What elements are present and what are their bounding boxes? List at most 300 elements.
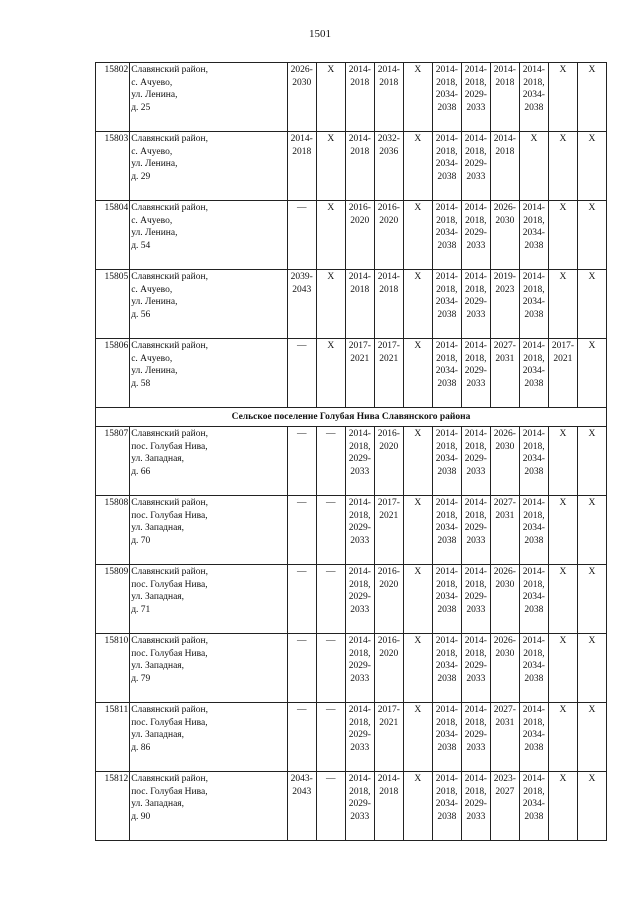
period-line: 2014- <box>435 567 458 577</box>
period-cell <box>403 496 432 565</box>
address-line: д. 56 <box>131 309 151 320</box>
period-line: 2021 <box>350 353 370 364</box>
period-line: 2018, <box>523 579 545 590</box>
period-line: 2034- <box>435 523 458 533</box>
period-line: X <box>588 341 596 351</box>
period-cell <box>345 496 374 565</box>
table-row <box>96 496 607 565</box>
period-cell <box>577 339 606 408</box>
period-line: 2032- <box>377 134 400 144</box>
period-line: 2014- <box>522 341 545 351</box>
period-cell <box>345 427 374 496</box>
period-line: 2034- <box>522 799 545 809</box>
period-line: 2014- <box>435 429 458 439</box>
period-line: 2038 <box>524 535 544 546</box>
period-line: 2018 <box>379 786 399 797</box>
period-line: X <box>530 134 538 144</box>
period-cell <box>490 634 519 703</box>
period-line: 2014- <box>435 272 458 282</box>
address-line: пос. Голубая Нива, <box>131 510 208 521</box>
period-cell <box>316 339 345 408</box>
period-cell <box>490 270 519 339</box>
period-line: 2014- <box>464 705 487 715</box>
period-line: 2026- <box>493 567 516 577</box>
address-cell <box>130 270 288 339</box>
period-cell <box>490 339 519 408</box>
period-line: 2023- <box>493 774 516 784</box>
period-cell <box>548 427 577 496</box>
address-line: с. Ачуево, <box>131 284 173 295</box>
period-cell <box>432 772 461 841</box>
rows-group-golubaya-niva <box>96 427 607 841</box>
period-line: 2014- <box>435 341 458 351</box>
address-line: Славянский район, <box>131 429 208 439</box>
period-line: 2033 <box>466 604 486 615</box>
table-row <box>96 565 607 634</box>
address-cell <box>130 427 288 496</box>
address-line: с. Ачуево, <box>131 146 173 157</box>
period-cell <box>432 565 461 634</box>
period-cell <box>403 339 432 408</box>
period-line: 2018, <box>523 648 545 659</box>
period-cell <box>548 565 577 634</box>
period-line: 2014- <box>348 65 371 75</box>
period-cell <box>577 772 606 841</box>
period-line: 2017- <box>348 341 371 351</box>
period-cell <box>519 772 548 841</box>
period-line: X <box>588 636 596 646</box>
period-line: 2020 <box>379 648 399 659</box>
table-row <box>96 201 607 270</box>
period-line: 2023 <box>495 284 515 295</box>
period-line: 2027- <box>493 341 516 351</box>
record-number: 15805 <box>96 270 130 339</box>
period-line: 2034- <box>522 366 545 376</box>
period-cell <box>577 703 606 772</box>
address-line: Славянский район, <box>131 65 208 75</box>
period-cell <box>287 201 316 270</box>
period-line: 2018, <box>349 648 371 659</box>
table-row <box>96 270 607 339</box>
period-cell <box>403 565 432 634</box>
period-line: 2019- <box>493 272 516 282</box>
period-cell <box>316 63 345 132</box>
address-line: д. 54 <box>131 240 151 251</box>
period-line: 2018, <box>436 786 458 797</box>
period-line: 2030 <box>495 441 515 452</box>
period-line: 2018, <box>436 717 458 728</box>
period-line: X <box>414 498 422 508</box>
period-line: 2043- <box>290 774 313 784</box>
period-cell <box>432 634 461 703</box>
period-cell <box>548 772 577 841</box>
period-cell <box>316 565 345 634</box>
period-line: 2014- <box>348 636 371 646</box>
address-line: ул. Западная, <box>131 661 185 671</box>
period-line: 2029- <box>464 366 487 376</box>
period-line: 2021 <box>379 353 399 364</box>
period-line: 2034- <box>435 297 458 307</box>
period-line: 2029- <box>464 523 487 533</box>
period-line: 2014- <box>522 774 545 784</box>
section-row <box>96 408 607 427</box>
period-line: 2029- <box>348 454 371 464</box>
period-cell <box>577 496 606 565</box>
period-cell <box>345 772 374 841</box>
period-cell <box>577 63 606 132</box>
address-cell <box>130 565 288 634</box>
period-line: 2014- <box>377 774 400 784</box>
period-line: 2034- <box>522 661 545 671</box>
period-line: 2016- <box>377 203 400 213</box>
period-cell <box>490 772 519 841</box>
period-line: 2029- <box>464 454 487 464</box>
address-line: д. 79 <box>131 673 151 684</box>
period-line: — <box>326 567 336 577</box>
period-line: — <box>297 341 307 351</box>
period-cell <box>519 427 548 496</box>
period-line: 2027- <box>493 705 516 715</box>
period-line: 2018, <box>436 648 458 659</box>
address-line: д. 71 <box>131 604 151 615</box>
period-line: X <box>588 203 596 213</box>
period-cell <box>374 772 403 841</box>
address-line: Славянский район, <box>131 774 208 784</box>
period-line: 2034- <box>435 90 458 100</box>
address-line: пос. Голубая Нива, <box>131 441 208 452</box>
period-cell <box>519 270 548 339</box>
period-line: X <box>559 705 567 715</box>
period-line: 2018, <box>465 717 487 728</box>
period-line: — <box>326 429 336 439</box>
table-row <box>96 339 607 408</box>
period-line: 2020 <box>379 579 399 590</box>
period-line: 2030 <box>495 215 515 226</box>
period-cell <box>519 634 548 703</box>
period-line: X <box>414 774 422 784</box>
period-cell <box>577 270 606 339</box>
period-line: X <box>327 341 335 351</box>
period-cell <box>316 772 345 841</box>
period-line: 2033 <box>350 811 370 822</box>
address-line: ул. Ленина, <box>131 90 178 100</box>
address-line: д. 66 <box>131 466 151 477</box>
address-line: ул. Западная, <box>131 592 185 602</box>
period-line: X <box>559 636 567 646</box>
period-line: 2018, <box>523 441 545 452</box>
period-line: 2033 <box>350 535 370 546</box>
period-line: 2014- <box>435 498 458 508</box>
period-cell <box>548 703 577 772</box>
period-line: 2014- <box>348 705 371 715</box>
period-cell <box>490 132 519 201</box>
rows-group-achuevo <box>96 63 607 408</box>
period-line: 2029- <box>464 799 487 809</box>
period-line: 2029- <box>348 592 371 602</box>
period-line: 2038 <box>437 466 457 477</box>
period-line: 2014- <box>522 429 545 439</box>
period-line: — <box>326 774 336 784</box>
period-cell <box>316 132 345 201</box>
period-cell <box>345 634 374 703</box>
period-cell <box>403 427 432 496</box>
period-line: 2029- <box>464 297 487 307</box>
address-cell <box>130 496 288 565</box>
period-line: 2018, <box>436 146 458 157</box>
period-line: 2014- <box>348 429 371 439</box>
period-line: — <box>297 636 307 646</box>
period-cell <box>287 270 316 339</box>
period-line: 2038 <box>524 309 544 320</box>
address-line: Славянский район, <box>131 272 208 282</box>
period-line: 2026- <box>290 65 313 75</box>
period-cell <box>577 132 606 201</box>
period-line: 2034- <box>435 366 458 376</box>
period-cell <box>432 703 461 772</box>
period-line: 2014- <box>348 498 371 508</box>
period-cell <box>461 703 490 772</box>
period-cell <box>345 201 374 270</box>
period-line: 2038 <box>437 535 457 546</box>
address-line: Славянский район, <box>131 203 208 213</box>
period-line: 2033 <box>466 171 486 182</box>
address-line: ул. Ленина, <box>131 228 178 238</box>
period-line: 2038 <box>524 742 544 753</box>
period-line: 2033 <box>466 378 486 389</box>
period-cell <box>374 270 403 339</box>
period-line: 2014- <box>522 567 545 577</box>
period-cell <box>548 63 577 132</box>
period-line: 2018, <box>465 579 487 590</box>
period-line: 2018, <box>436 579 458 590</box>
period-cell <box>345 132 374 201</box>
period-line: 2014- <box>464 774 487 784</box>
period-line: X <box>588 567 596 577</box>
period-cell <box>461 201 490 270</box>
period-line: X <box>559 429 567 439</box>
address-line: д. 58 <box>131 378 151 389</box>
period-line: 2014- <box>464 134 487 144</box>
period-line: 2033 <box>466 240 486 251</box>
period-line: 2018, <box>436 353 458 364</box>
period-line: 2020 <box>379 441 399 452</box>
address-cell <box>130 132 288 201</box>
period-line: 2038 <box>437 811 457 822</box>
period-cell <box>490 427 519 496</box>
table-row <box>96 63 607 132</box>
address-line: ул. Ленина, <box>131 159 178 169</box>
address-line: д. 86 <box>131 742 151 753</box>
period-cell <box>461 772 490 841</box>
period-line: 2029- <box>464 90 487 100</box>
address-cell <box>130 772 288 841</box>
housing-register-table <box>95 62 607 841</box>
period-cell <box>374 132 403 201</box>
period-line: X <box>414 636 422 646</box>
address-line: ул. Западная, <box>131 799 185 809</box>
period-cell <box>316 634 345 703</box>
address-line: ул. Западная, <box>131 454 185 464</box>
period-line: 2031 <box>495 510 515 521</box>
period-cell <box>461 63 490 132</box>
period-cell <box>374 63 403 132</box>
period-cell <box>287 496 316 565</box>
period-cell <box>403 772 432 841</box>
period-cell <box>548 634 577 703</box>
address-line: д. 25 <box>131 102 151 113</box>
period-line: 2033 <box>350 673 370 684</box>
period-cell <box>374 201 403 270</box>
period-line: 2018, <box>523 510 545 521</box>
period-cell <box>345 270 374 339</box>
period-line: 2014- <box>464 567 487 577</box>
period-line: X <box>588 134 596 144</box>
period-line: X <box>588 65 596 75</box>
period-cell <box>548 496 577 565</box>
address-cell <box>130 201 288 270</box>
period-line: 2018, <box>465 146 487 157</box>
period-line: X <box>588 774 596 784</box>
period-cell <box>374 565 403 634</box>
period-cell <box>432 427 461 496</box>
address-line: ул. Западная, <box>131 523 185 533</box>
period-line: 2034- <box>522 730 545 740</box>
period-line: 2026- <box>493 429 516 439</box>
period-cell <box>374 427 403 496</box>
address-line: д. 29 <box>131 171 151 182</box>
address-line: д. 70 <box>131 535 151 546</box>
period-line: 2021 <box>379 510 399 521</box>
period-cell <box>374 703 403 772</box>
period-line: 2043 <box>292 786 312 797</box>
period-cell <box>374 496 403 565</box>
period-line: 2043 <box>292 284 312 295</box>
address-line: Славянский район, <box>131 341 208 351</box>
address-line: Славянский район, <box>131 567 208 577</box>
period-line: X <box>588 498 596 508</box>
period-cell <box>461 496 490 565</box>
period-line: 2030 <box>292 77 312 88</box>
period-line: 2034- <box>522 90 545 100</box>
period-line: 2018 <box>379 284 399 295</box>
record-number: 15808 <box>96 496 130 565</box>
period-line: 2014- <box>464 498 487 508</box>
period-cell <box>287 132 316 201</box>
period-line: 2014- <box>290 134 313 144</box>
period-line: 2018, <box>523 717 545 728</box>
record-number: 15810 <box>96 634 130 703</box>
period-line: 2018, <box>465 215 487 226</box>
period-line: 2018 <box>292 146 312 157</box>
period-line: 2018, <box>465 510 487 521</box>
period-line: X <box>327 272 335 282</box>
table-row <box>96 703 607 772</box>
period-line: 2014- <box>522 705 545 715</box>
period-line: 2030 <box>495 579 515 590</box>
period-cell <box>432 63 461 132</box>
period-cell <box>519 201 548 270</box>
period-line: 2034- <box>522 523 545 533</box>
period-cell <box>490 565 519 634</box>
period-line: X <box>414 203 422 213</box>
period-line: 2033 <box>350 604 370 615</box>
period-cell <box>432 496 461 565</box>
period-line: 2018 <box>495 146 515 157</box>
period-cell <box>287 565 316 634</box>
period-cell <box>287 703 316 772</box>
period-line: 2018, <box>523 353 545 364</box>
address-line: Славянский район, <box>131 636 208 646</box>
period-line: X <box>414 65 422 75</box>
address-line: с. Ачуево, <box>131 77 173 88</box>
period-line: 2034- <box>435 159 458 169</box>
period-line: 2026- <box>493 203 516 213</box>
period-line: 2033 <box>466 673 486 684</box>
period-line: 2021 <box>379 717 399 728</box>
period-line: 2014- <box>348 134 371 144</box>
period-cell <box>519 703 548 772</box>
period-cell <box>548 132 577 201</box>
period-line: 2018, <box>349 510 371 521</box>
period-line: — <box>326 705 336 715</box>
period-line: 2038 <box>524 673 544 684</box>
address-cell <box>130 634 288 703</box>
period-line: X <box>414 705 422 715</box>
period-cell <box>548 339 577 408</box>
period-line: 2029- <box>464 592 487 602</box>
period-line: 2027 <box>495 786 515 797</box>
period-line: 2033 <box>466 742 486 753</box>
period-line: X <box>414 272 422 282</box>
address-line: пос. Голубая Нива, <box>131 579 208 590</box>
period-cell <box>461 634 490 703</box>
period-line: 2018, <box>523 77 545 88</box>
period-cell <box>461 270 490 339</box>
period-cell <box>461 427 490 496</box>
period-cell <box>287 427 316 496</box>
period-line: 2018, <box>436 215 458 226</box>
page-number: 1501 <box>309 28 331 40</box>
period-line: 2014- <box>435 65 458 75</box>
period-line: 2014- <box>348 272 371 282</box>
period-line: 2014- <box>464 636 487 646</box>
address-line: с. Ачуево, <box>131 353 173 364</box>
period-cell <box>519 63 548 132</box>
period-line: 2026- <box>493 636 516 646</box>
period-line: X <box>414 429 422 439</box>
period-line: 2033 <box>350 742 370 753</box>
record-number: 15803 <box>96 132 130 201</box>
period-line: — <box>297 203 307 213</box>
period-cell <box>287 634 316 703</box>
period-line: 2038 <box>437 673 457 684</box>
period-line: 2030 <box>495 648 515 659</box>
period-line: 2034- <box>435 730 458 740</box>
period-line: 2020 <box>350 215 370 226</box>
record-number: 15802 <box>96 63 130 132</box>
period-line: 2014- <box>435 134 458 144</box>
period-line: 2018 <box>379 77 399 88</box>
record-number: 15804 <box>96 201 130 270</box>
section-header <box>96 408 607 427</box>
period-line: 2038 <box>437 102 457 113</box>
address-line: д. 90 <box>131 811 151 822</box>
period-cell <box>461 339 490 408</box>
period-line: 2036 <box>379 146 399 157</box>
period-line: 2038 <box>524 811 544 822</box>
period-line: 2034- <box>435 228 458 238</box>
period-line: 2034- <box>522 297 545 307</box>
